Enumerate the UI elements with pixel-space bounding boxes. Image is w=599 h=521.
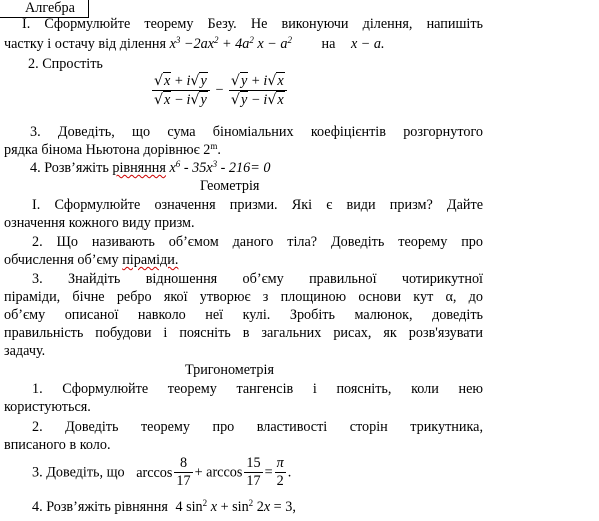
trig-frac-1: $\frac{8}{17}$ [176,455,191,489]
fraction-2: $\frac{√y + i√x}{√y - i√x}$ [229,72,287,109]
trig-q2-line1: 2. Доведіть теорему про властивості сторін трикутника, [32,419,483,435]
trig-q4 [32,499,599,515]
geometry-q1-line1: I. Сформулюйте означення призми. Які є види призм? Дайте [32,197,483,213]
algebra-q4-word: рівняння [112,160,166,176]
algebra-q1-text: частку і остачу від ділення [4,36,167,52]
algebra-q3-sup: m [210,141,218,151]
section-title-trigonometry: Тригонометрія [185,362,274,378]
trig-q3-expression: arccos [136,464,173,481]
algebra-q1-divisor: x − a. [350,36,385,52]
trig-q4-equation: 4 $\sin^2 x + \sin^2 2x = 3$, [175,498,296,515]
fraction-1: $\frac{√x + i√y}{√x - i√y}$ [152,72,210,109]
algebra-q4-equation: $x^6 - 35x^3 - 216= 0$ [169,159,271,176]
trig-q4-text: 4. Розв’яжіть рівняння [32,499,168,515]
algebra-q1-na: на [321,36,336,52]
geometry-q1-line2: означення кожного виду призм. [4,215,195,231]
geometry-q2-line2 [4,252,599,268]
algebra-q3-line2: рядка бінома Ньютона дорівнює 2$^m$. [4,141,221,158]
section-title-algebra: Алгебра [25,0,75,16]
trig-q3: 3. Доведіть, що arccos $\frac{8}{17}$ + arccos $\frac{15}{17}$ = $\frac{\pi}{2}$ . [32,455,292,489]
trig-q3-text: 3. Доведіть, що [32,464,125,481]
section-title-geometry: Геометрія [200,178,260,194]
geometry-q2-text: обчислення об’єму [4,252,119,268]
geometry-q3-line2: піраміди, бічне ребро якої утворює з площиною основи кут α, до [4,289,483,305]
algebra-q1-line2 [4,36,599,52]
trig-frac-3: $\frac{\pi}{2}$ [276,455,284,489]
trig-frac-2: $\frac{15}{17}$ [246,455,261,489]
geometry-q3-line3: об’єму описаної навколо неї кулі. Зробіть малюнок, доведіть [4,307,483,323]
algebra-q2-expression: $\frac{√x + i√y}{√x - i√y}$ − $\frac{√y + i√x}{√y - i√x}$ [150,72,289,109]
geometry-q3-line5: задачу. [4,343,46,359]
algebra-q2-label: 2. Спростіть [28,56,103,72]
algebra-q1-line1: I. Сформулюйте теорему Безу. Не виконуючи ділення, напишіть [22,16,483,32]
trig-q2-line2: вписаного в коло. [4,437,111,453]
algebra-q3-text: рядка бінома Ньютона дорівнює 2 [4,142,211,158]
geometry-q2-line1: 2. Що називають об’ємом даного тіла? Доведіть теорему про [32,234,483,250]
algebra-q3-line1: 3. Доведіть, що сума біноміальних коефіцієнтів розгорнутого [30,124,483,140]
algebra-q4 [30,160,599,176]
geometry-q3-line1: 3. Знайдіть відношення об’єму правильної чотирикутної [32,271,483,287]
trig-q1-line1: 1. Сформулюйте теорему тангенсів і поясніть, коли нею [32,381,483,397]
trig-q1-line2: користуються. [4,399,91,415]
algebra-q1-polynomial: $x^3 -2ax^2 + 4a^2$ $x - a^2$ [169,35,292,52]
geometry-q3-line4: правильність побудови і поясніть в загальних рисах, як розв'язувати [4,325,483,341]
geometry-q2-word: піраміди. [122,252,179,268]
algebra-q4-text: 4. Розв’яжіть [30,160,109,176]
